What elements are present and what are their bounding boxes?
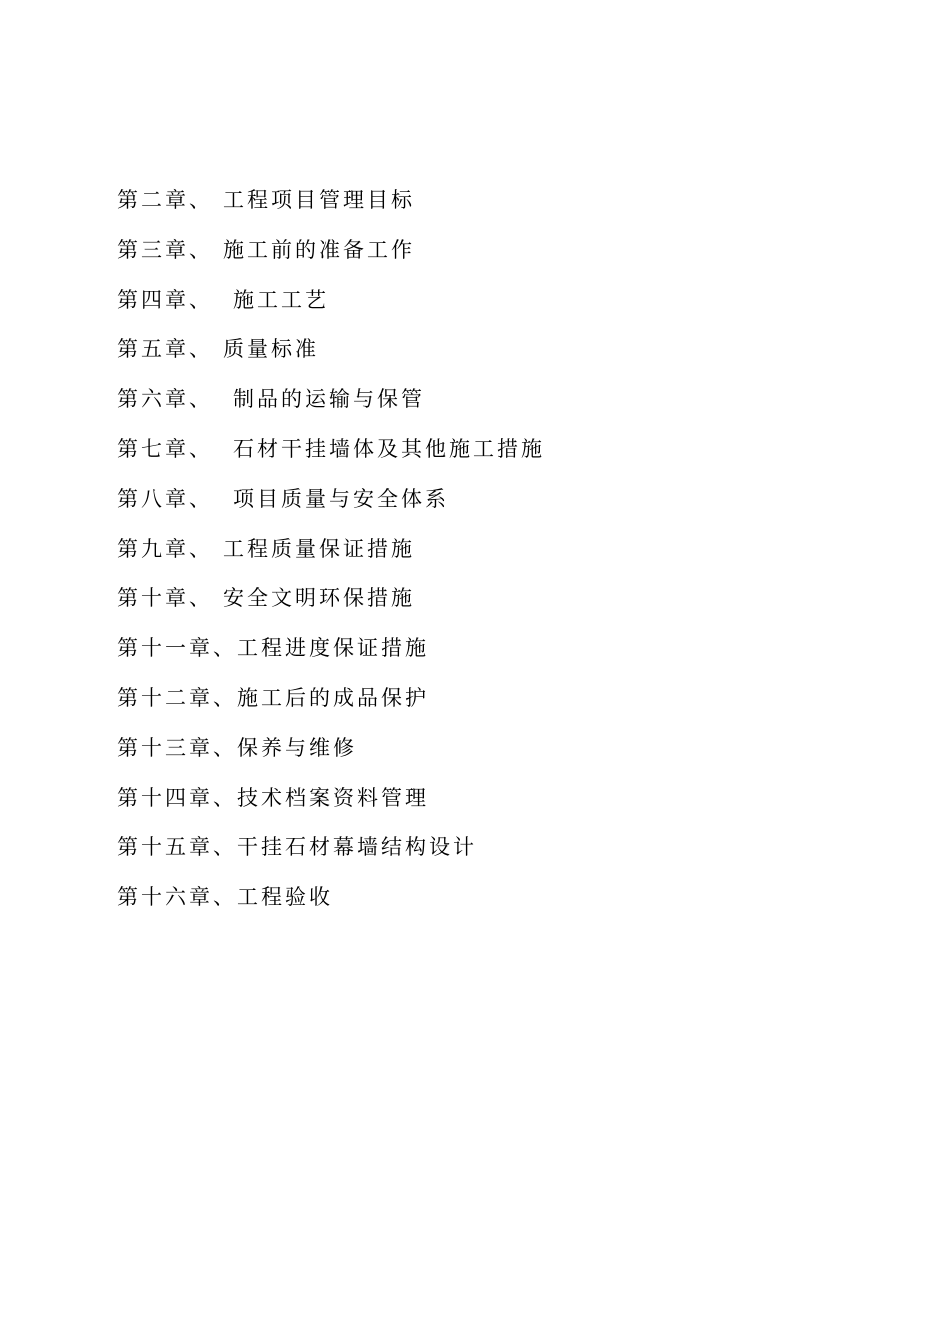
toc-item-15 (117, 829, 545, 879)
chapter-title: 工程验收 (237, 885, 333, 910)
toc-item-9 (117, 531, 545, 581)
chapter-title: 保养与维修 (237, 735, 357, 760)
chapter-title: 石材干挂墙体及其他施工措施 (233, 436, 545, 461)
toc-item-13 (117, 730, 545, 780)
toc-item-11 (117, 630, 545, 680)
toc-item-10 (117, 580, 545, 630)
toc-item-16 (117, 879, 545, 929)
chapter-number: 第十五章、 (117, 835, 237, 860)
toc-item-3 (117, 232, 545, 282)
chapter-number: 第十六章、 (117, 885, 237, 910)
chapter-title: 施工后的成品保护 (237, 685, 429, 710)
toc-item-6 (117, 381, 545, 431)
chapter-title: 质量标准 (223, 337, 319, 362)
chapter-number: 第九章、 (117, 536, 213, 561)
chapter-title: 技术档案资料管理 (237, 785, 429, 810)
chapter-title: 项目质量与安全体系 (233, 486, 449, 511)
chapter-number: 第二章、 (117, 188, 213, 212)
chapter-title: 干挂石材幕墙结构设计 (237, 835, 477, 860)
toc-item-7 (117, 431, 545, 481)
chapter-number: 第六章、 (117, 387, 213, 412)
chapter-number: 第八章、 (117, 486, 213, 511)
chapter-number: 第十三章、 (117, 735, 237, 760)
chapter-title: 安全文明环保措施 (223, 586, 415, 611)
toc-item-14 (117, 780, 545, 830)
toc-item-2 (117, 182, 545, 232)
chapter-number: 第十章、 (117, 586, 213, 611)
chapter-number: 第十四章、 (117, 785, 237, 810)
chapter-number: 第四章、 (117, 287, 213, 312)
chapter-title: 施工前的准备工作 (223, 237, 415, 262)
chapter-title: 工程项目管理目标 (223, 188, 415, 212)
chapter-number: 第十一章、 (117, 636, 237, 661)
toc-item-12 (117, 680, 545, 730)
toc-item-4 (117, 282, 545, 332)
chapter-number: 第七章、 (117, 436, 213, 461)
toc-item-5 (117, 331, 545, 381)
chapter-title: 施工工艺 (233, 287, 329, 312)
chapter-number: 第五章、 (117, 337, 213, 362)
toc-item-8 (117, 481, 545, 531)
chapter-number: 第十二章、 (117, 685, 237, 710)
chapter-number: 第三章、 (117, 237, 213, 262)
chapter-title: 工程进度保证措施 (237, 636, 429, 661)
table-of-contents (117, 182, 545, 929)
chapter-title: 工程质量保证措施 (223, 536, 415, 561)
chapter-title: 制品的运输与保管 (233, 387, 425, 412)
